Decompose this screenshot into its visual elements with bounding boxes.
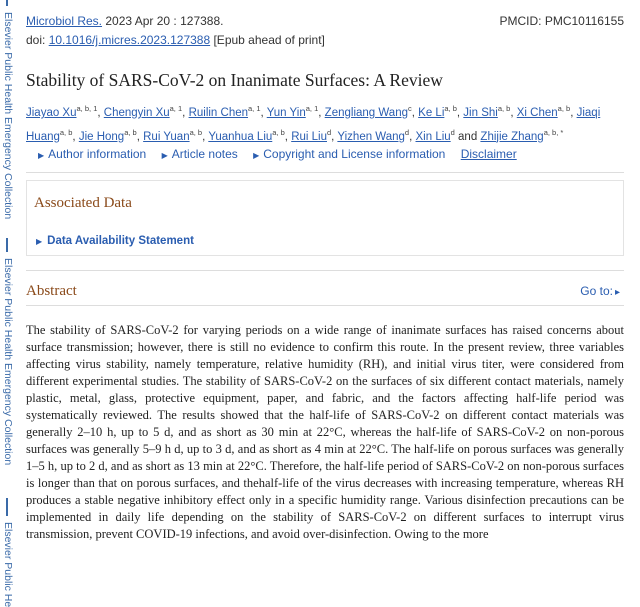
- author-separator: ,: [97, 106, 101, 119]
- author-affiliation: d: [404, 127, 410, 137]
- author-separator: ,: [409, 130, 413, 143]
- author-link[interactable]: Jiayao Xu: [26, 106, 77, 119]
- article-notes-bar: [38, 147, 517, 161]
- sidebar-collection-label: Elsevier Public Health Emergency Collection: [2, 12, 14, 220]
- author-link[interactable]: Rui Liu: [291, 130, 327, 143]
- epub-note: [Epub ahead of print]: [210, 33, 325, 47]
- author-affiliation: d: [450, 127, 455, 137]
- author-separator: ,: [202, 130, 206, 143]
- abstract-heading: Abstract: [26, 283, 77, 299]
- author-separator: ,: [411, 106, 415, 119]
- author-information-toggle[interactable]: ▶ Author information: [38, 147, 147, 161]
- collection-sidebar: [0, 0, 15, 607]
- author-affiliation: a, b: [189, 127, 203, 137]
- triangle-right-icon: ▶: [38, 151, 45, 160]
- author-link[interactable]: Jie Hong: [78, 130, 125, 143]
- triangle-right-icon: ▶: [253, 151, 260, 160]
- pmcid: PMCID: PMC10116155: [499, 14, 624, 28]
- abstract-text: The stability of SARS-CoV-2 for varying periods on a wide range of inanimate surfaces has raised concerns about surface transmission; however, there is still no evidence to confirm this route. In the present review, three variables affecting virus stability, namely temperature, relative humidity (RH), and initial virus titer, were considered from different experimental studies. The stability of SARS-CoV-2 on the surfaces of six different contact materials, namely plastic, metal, glass, protective equipment, paper, and fabric, and the factors affecting half-life period was systematically reviewed. The results showed that the half-life of SARS-CoV-2 on different contact materials was generally 2–10 h, up to 5 d, and as short as 30 min at 22°C, whereas the half-life of SARS-CoV-2 on non-porous surfaces was generally 5–9 h d, up to 3 d, and as short as 4 min at 22°C. The half-life on porous surfaces was generally 1–5 h, up to 2 d, and as short as 13 min at 22°C. Therefore, the half-life period of SARS-CoV-2 on non-porous surfaces is longer than that on porous surfaces, and thehalf-life of the virus decreases with increasing temperature, whereas RH produces a stable negative inhibitory effect only in a specific humidity range. Various disinfection precautions can be implemented in daily life depending on the stability of SARS-CoV-2 on different surfaces to interrupt virus transmission, prevent COVID-19 infections, and avoid over-disinfection. Owing to the more: [26, 323, 624, 541]
- sidebar-divider: [6, 238, 8, 252]
- goto-menu[interactable]: Go to: ▸: [580, 284, 620, 298]
- disclaimer-link[interactable]: Disclaimer: [460, 147, 517, 161]
- author-link[interactable]: Yuanhua Liu: [208, 130, 273, 143]
- author-affiliation: a, b, 1: [76, 104, 98, 113]
- author-affiliation: c: [408, 104, 412, 113]
- author-affiliation: a, b: [497, 104, 511, 113]
- doi-link[interactable]: 10.1016/j.micres.2023.127388: [48, 33, 211, 47]
- author-affiliation: a, 1: [248, 104, 261, 113]
- author-separator: ,: [136, 130, 140, 143]
- author-separator: ,: [318, 106, 322, 119]
- author-link[interactable]: Xi Chen: [516, 106, 558, 119]
- triangle-right-icon: ▸: [614, 287, 620, 298]
- sidebar-collection-label: Elsevier Public Health Emergency Collection: [2, 258, 14, 466]
- author-link[interactable]: Zhijie Zhang: [480, 130, 544, 143]
- article-notes-toggle[interactable]: ▶ Article notes: [161, 147, 238, 161]
- author-link[interactable]: Jiaqi Huang: [26, 106, 601, 143]
- citation-line: [26, 14, 223, 28]
- divider: [26, 172, 624, 173]
- author-separator: ,: [456, 106, 461, 119]
- triangle-right-icon: ▶: [36, 237, 43, 246]
- sidebar-collection-label: Elsevier Public He: [2, 522, 14, 607]
- author-link[interactable]: Xin Liu: [415, 130, 451, 143]
- author-and: and: [454, 130, 481, 143]
- author-affiliation: a, 1: [305, 104, 319, 113]
- sidebar-divider: [6, 0, 8, 6]
- author-link[interactable]: Ruilin Chen: [188, 106, 249, 119]
- author-list: [26, 99, 624, 147]
- author-affiliation: a, 1: [169, 104, 183, 113]
- author-link[interactable]: Chengyin Xu: [103, 106, 170, 119]
- author-separator: ,: [182, 106, 186, 119]
- author-separator: ,: [570, 106, 574, 119]
- citation-date: 2023 Apr 20 : 127388.: [105, 14, 224, 28]
- doi-line: [26, 33, 325, 47]
- author-link[interactable]: Zengliang Wang: [324, 106, 408, 119]
- article-title: Stability of SARS-CoV-2 on Inanimate Surfaces: A Review: [26, 70, 443, 90]
- author-affiliation: a, b: [444, 104, 457, 113]
- divider: [26, 305, 624, 306]
- sidebar-divider: [6, 498, 8, 516]
- author-affiliation: a, b: [124, 127, 137, 137]
- author-link[interactable]: Rui Yuan: [143, 130, 190, 143]
- doi-prefix: doi:: [26, 33, 49, 47]
- triangle-right-icon: ▶: [161, 151, 168, 160]
- author-affiliation: a, b: [272, 127, 285, 137]
- divider: [26, 270, 624, 271]
- author-link[interactable]: Ke Li: [418, 106, 445, 119]
- copyright-toggle[interactable]: ▶ Copyright and License information: [253, 147, 446, 161]
- author-separator: ,: [284, 130, 288, 143]
- author-separator: ,: [260, 106, 264, 119]
- author-affiliation: a, b: [59, 127, 73, 137]
- author-separator: ,: [331, 130, 335, 143]
- author-link[interactable]: Yun Yin: [266, 106, 306, 119]
- author-affiliation: d: [327, 127, 332, 137]
- author-link[interactable]: Jin Shi: [463, 106, 498, 119]
- author-link[interactable]: Yizhen Wang: [337, 130, 405, 143]
- author-affiliation: a, b, *: [543, 127, 564, 137]
- associated-data-heading: Associated Data: [34, 195, 132, 211]
- journal-link[interactable]: Microbiol Res.: [26, 14, 103, 28]
- author-affiliation: a, b: [557, 104, 571, 113]
- data-availability-toggle[interactable]: ▶ Data Availability Statement: [36, 235, 194, 247]
- author-separator: ,: [72, 130, 76, 143]
- author-separator: ,: [510, 106, 514, 119]
